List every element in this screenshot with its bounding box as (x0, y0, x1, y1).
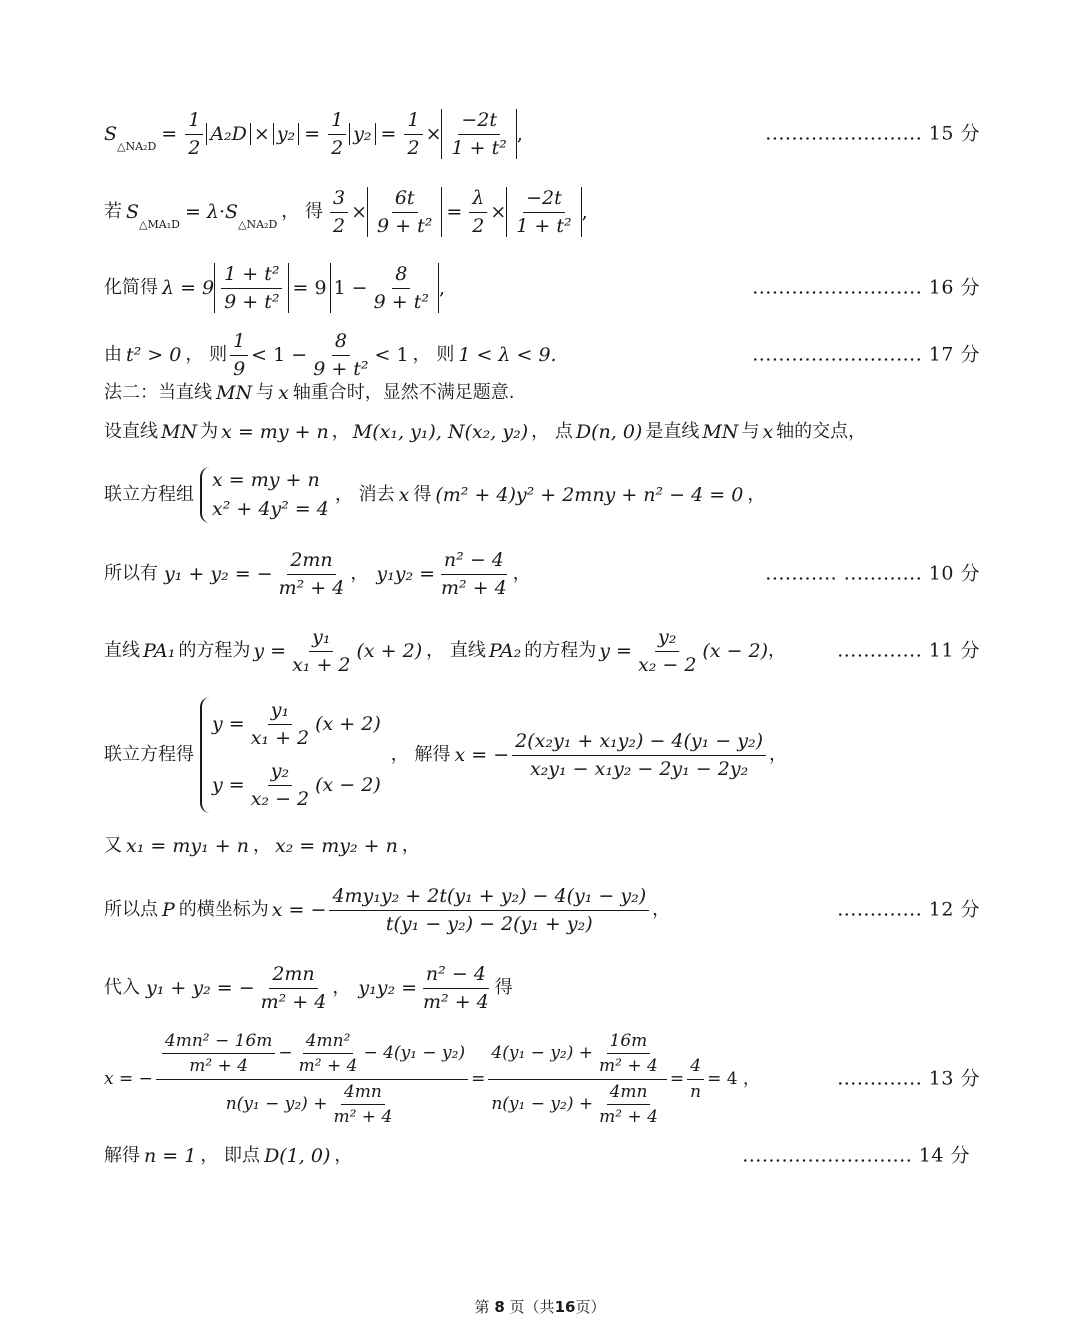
frac-den: x₂ − 2 (637, 653, 697, 676)
frac-den: 2 (407, 136, 420, 159)
frac-den: 9 + t² (224, 290, 280, 313)
frac-num: −2t (523, 187, 565, 213)
frac-den: 1 + t² (516, 214, 572, 237)
math-text: < 1 − (251, 343, 308, 366)
frac-den: 2 (472, 214, 485, 237)
text: 解得 (104, 1145, 140, 1167)
score-value: 11 分 (928, 639, 980, 662)
frac-den: t(y₁ − y₂) − 2(y₁ + y₂) (385, 912, 593, 935)
math-text: PA₂ (488, 639, 522, 662)
equation-line-15 (104, 1142, 970, 1170)
fraction (488, 1031, 667, 1128)
frac-num: 1 (328, 109, 346, 135)
fraction (296, 1031, 361, 1077)
dot-leader: ............. (837, 898, 923, 921)
fraction (248, 760, 312, 811)
text: 的横坐标为 (178, 899, 269, 921)
score-label (752, 277, 980, 300)
page-number: 8 (494, 1298, 505, 1316)
math-text: (x + 2) (315, 713, 381, 736)
text: 联立方程得 (104, 744, 194, 766)
system-row: x² + 4y² = 4 (212, 498, 329, 520)
frac-den: x₁ + 2 (292, 653, 351, 676)
math-text: x₂ = my₂ + n (274, 834, 398, 857)
math-text: , (581, 200, 588, 223)
text: ， (252, 835, 271, 857)
text: 得 (413, 484, 432, 506)
frac-den: m² + 4 (423, 990, 489, 1013)
frac-den: m² + 4 (441, 576, 507, 599)
frac-den: 9 + t² (313, 357, 369, 380)
math-text: x = − (104, 1068, 153, 1089)
frac-den: m² + 4 (333, 1106, 393, 1127)
equation-line-2 (104, 186, 980, 238)
fraction (404, 109, 422, 160)
math-text: S (104, 122, 118, 145)
math-text: x = − (271, 898, 327, 921)
frac-num: 1 (230, 330, 248, 356)
fraction (185, 109, 203, 160)
math-text: MN (161, 420, 198, 443)
fraction (258, 963, 330, 1014)
dot-leader: ........... ............ (765, 562, 923, 585)
text: 所以有 (104, 563, 158, 585)
math-text: P (162, 898, 175, 921)
abs-value (214, 263, 289, 314)
fraction (330, 1082, 395, 1128)
score-value: 12 分 (928, 898, 980, 921)
text: ， 点 (531, 421, 573, 443)
frac-num: n² − 4 (441, 549, 507, 575)
frac-num: 4mn (341, 1082, 385, 1105)
frac-den: 2 (331, 136, 344, 159)
math-text: x = − (454, 743, 510, 766)
frac-den: 1 + t² (451, 136, 507, 159)
math-text: y = (212, 773, 245, 796)
equation-line-8 (104, 548, 980, 600)
score-value: 14 分 (918, 1144, 970, 1167)
footer-text: 第 (474, 1298, 490, 1316)
fraction (420, 963, 492, 1014)
frac-num: y₁ (309, 626, 333, 652)
math-text: y = (599, 639, 632, 662)
math-text: − 4(y₁ − y₂) (363, 1043, 466, 1064)
math-text: λ = 9 (162, 276, 215, 299)
frac-den: m² + 4 (189, 1056, 249, 1077)
text: 的方程为 (524, 640, 597, 662)
math-text: = (304, 122, 321, 145)
equation-line-4 (104, 330, 980, 380)
frac-num: 2mn (269, 963, 317, 989)
fraction (162, 1031, 276, 1077)
frac-num: 6t (392, 187, 418, 213)
frac-den: m² + 4 (599, 1106, 658, 1127)
abs-value (441, 109, 516, 160)
text: ， 则 (412, 344, 455, 366)
equation-line-12 (104, 882, 980, 938)
fraction (371, 263, 432, 314)
equation-line-3 (104, 262, 980, 314)
equation-line-7 (104, 464, 980, 526)
abs-value: y₂ (349, 123, 375, 146)
dot-leader: ........................ (765, 122, 923, 145)
fraction (330, 187, 348, 238)
abs-value: y₂ (273, 123, 299, 146)
equation-line-13 (104, 962, 980, 1014)
math-text: 4(y₁ − y₂) + (491, 1043, 594, 1064)
math-text: , (438, 276, 445, 299)
text: ， 得 (281, 201, 323, 223)
frac-den: x₂y₁ − x₁y₂ − 2y₁ − 2y₂ (529, 757, 749, 780)
score-label (765, 123, 980, 146)
dot-leader: ............. (837, 1067, 923, 1090)
frac-den: m² + 4 (599, 1056, 658, 1077)
math-text: = (669, 1068, 685, 1089)
text: 为 (200, 421, 219, 443)
text: 联立方程组 (104, 484, 194, 506)
math-text: M(x₁, y₁), N(x₂, y₂) (352, 420, 529, 443)
math-text: S (126, 200, 140, 223)
frac-num: 3 (330, 187, 348, 213)
page-footer (0, 1296, 1080, 1317)
math-text: x (762, 420, 774, 443)
fraction (469, 187, 487, 238)
math-text: n(y₁ − y₂) + (491, 1094, 594, 1115)
math-text: n(y₁ − y₂) + (225, 1094, 328, 1115)
equation-line-1 (104, 108, 980, 160)
text: ， 消去 (334, 484, 395, 506)
text: 是直线 (645, 421, 700, 443)
frac-den: m² + 4 (298, 1056, 358, 1077)
math-text: y = (253, 639, 287, 662)
text: 与 (256, 382, 275, 404)
frac-den: 9 (233, 357, 246, 380)
dot-leader: .......................... (752, 343, 923, 366)
dot-leader: ............. (837, 639, 923, 662)
fraction (248, 699, 312, 750)
text: 直线 (104, 640, 140, 662)
text: ， 解得 (390, 744, 451, 766)
text: 轴的交点， (776, 421, 867, 443)
score-value: 10 分 (928, 562, 980, 585)
text: ， (401, 835, 420, 857)
fraction (596, 1031, 661, 1077)
fraction (438, 549, 510, 600)
text: ， (350, 563, 369, 585)
text: ， (768, 640, 787, 662)
frac-num: 2mn (287, 549, 335, 575)
text: ， (512, 563, 531, 585)
text: 的方程为 (178, 640, 251, 662)
frac-num: λ (469, 187, 487, 213)
fraction (374, 187, 435, 238)
math-subscript: △MA₁D (139, 218, 180, 232)
equation-line-9 (104, 625, 980, 677)
math-text: = (471, 1068, 486, 1089)
dot-leader: .......................... (752, 276, 923, 299)
text: 代入 (104, 977, 140, 999)
math-text: = λ·S (184, 200, 238, 223)
score-value: 16 分 (928, 276, 980, 299)
dot-leader: .......................... (742, 1144, 913, 1167)
math-text: D(n, 0) (575, 420, 643, 443)
fraction (276, 549, 348, 600)
math-text: = 9 (292, 276, 327, 299)
math-text: = 4 ， (707, 1068, 760, 1089)
fraction (329, 885, 649, 936)
text: ， (332, 977, 351, 999)
text: ， 直线 (426, 640, 486, 662)
abs-value (367, 187, 442, 238)
frac-num: 4 (687, 1056, 704, 1079)
equation-line-11 (104, 832, 980, 860)
math-text: (x − 2) (702, 639, 769, 662)
math-text: × (425, 122, 442, 145)
text: 若 (104, 201, 122, 223)
math-text: MN (216, 381, 253, 404)
abs-value: A₂D (206, 123, 251, 146)
equation-line-5 (104, 380, 980, 406)
fraction (328, 109, 346, 160)
frac-num: 1 (404, 109, 422, 135)
text: 设直线 (104, 421, 158, 443)
score-label (765, 563, 980, 586)
frac-num: 8 (332, 330, 350, 356)
fraction (687, 1056, 704, 1102)
equation-line-6 (104, 418, 980, 446)
text: ， 则 (185, 344, 228, 366)
text: 与 (741, 421, 760, 443)
frac-den (488, 1080, 667, 1128)
text: 又 (104, 835, 122, 857)
text: 由 (104, 344, 122, 366)
text: 化简得 (104, 277, 158, 299)
math-text: × (253, 122, 270, 145)
text: ， 即点 (200, 1145, 261, 1167)
math-text: × (490, 200, 507, 223)
math-text: x (398, 483, 410, 506)
page-total: 16 (554, 1298, 576, 1316)
math-text: x₁ = my₁ + n (126, 834, 249, 857)
frac-num: 1 + t² (221, 263, 282, 289)
score-value: 17 分 (928, 343, 980, 366)
fraction (635, 626, 699, 677)
fraction (512, 730, 766, 781)
footer-text: 页（共 (509, 1298, 555, 1316)
frac-num: 4my₁y₂ + 2t(y₁ + y₂) − 4(y₁ − y₂) (329, 885, 649, 911)
frac-den: m² + 4 (278, 576, 345, 599)
math-text: , (516, 122, 523, 145)
footer-text: 页） (575, 1298, 606, 1316)
frac-num: −2t (458, 109, 500, 135)
frac-num: 1 (185, 109, 203, 135)
frac-den: 2 (188, 136, 201, 159)
frac-num: 2(x₂y₁ + x₁y₂) − 4(y₁ − y₂) (512, 730, 766, 756)
fraction (448, 109, 509, 160)
frac-den: n (690, 1081, 702, 1102)
equation-system (200, 697, 381, 812)
frac-num: n² − 4 (423, 963, 489, 989)
math-text: y₁ + y₂ = − (164, 562, 273, 585)
math-text: D(1, 0) (264, 1144, 331, 1167)
math-text: t² > 0 (126, 343, 182, 366)
math-text: x = my + n (221, 420, 329, 443)
math-text: = (161, 122, 178, 145)
frac-num (156, 1031, 468, 1080)
abs-value (330, 263, 439, 314)
equation-line-10 (104, 700, 980, 810)
frac-den: 9 + t² (373, 290, 429, 313)
math-text: (x + 2) (356, 639, 423, 662)
score-label (752, 344, 980, 367)
text: 所以点 (104, 899, 158, 921)
fraction (310, 330, 371, 381)
frac-num: y₂ (268, 760, 292, 786)
fraction (289, 626, 353, 677)
text: ， (747, 484, 766, 506)
frac-num: 16m (607, 1031, 651, 1054)
math-text: × (351, 200, 368, 223)
frac-den: 2 (333, 214, 346, 237)
fraction (230, 330, 248, 381)
abs-value (506, 187, 581, 238)
frac-num: 4mn² − 16m (162, 1031, 276, 1054)
math-text: y₁y₂ = (376, 562, 436, 585)
math-text: y₁y₂ = (358, 976, 418, 999)
math-text: 1 − (333, 276, 368, 299)
frac-num: 8 (392, 263, 410, 289)
frac-num: 4mn (607, 1082, 651, 1105)
fraction (156, 1031, 468, 1128)
math-text: x (278, 381, 289, 404)
frac-num: y₁ (268, 699, 292, 725)
score-label (837, 1068, 980, 1091)
frac-num (488, 1031, 666, 1080)
math-text: (x − 2) (315, 773, 381, 796)
math-text: = (446, 200, 463, 223)
system-row (212, 760, 381, 811)
frac-den (223, 1080, 402, 1128)
equation-system (200, 467, 329, 523)
fraction (221, 263, 282, 314)
text: ， (769, 744, 788, 766)
text: 得 (494, 977, 513, 999)
score-value: 15 分 (928, 122, 980, 145)
system-row: x = my + n (212, 469, 320, 492)
math-text: − (278, 1043, 293, 1064)
equation-line-14 (104, 1030, 980, 1128)
text: ， (334, 1145, 353, 1167)
text: ， (331, 421, 350, 443)
math-text: (m² + 4)y² + 2mny + n² − 4 = 0 (435, 483, 744, 506)
system-row (212, 699, 381, 750)
math-text: = (380, 122, 397, 145)
frac-den: x₁ + 2 (250, 727, 310, 750)
frac-den: x₂ − 2 (250, 787, 310, 810)
frac-den: 9 + t² (377, 214, 433, 237)
math-subscript: △NA₂D (117, 140, 157, 154)
math-text: 1 < λ < 9. (458, 343, 557, 366)
text: 法二：当直线 (104, 382, 212, 404)
score-value: 13 分 (928, 1067, 980, 1090)
fraction (513, 187, 574, 238)
math-text: MN (702, 420, 739, 443)
frac-den: m² + 4 (260, 990, 327, 1013)
math-text: < 1 (374, 343, 409, 366)
frac-num: 4mn² (303, 1031, 354, 1054)
math-text: y = (212, 713, 245, 736)
frac-num: y₂ (655, 626, 679, 652)
score-label (742, 1145, 970, 1168)
math-text: PA₁ (143, 639, 176, 662)
fraction (596, 1082, 661, 1128)
math-text: y₁ + y₂ = − (146, 976, 255, 999)
text: ， (652, 899, 671, 921)
math-text: n = 1 (144, 1144, 197, 1167)
score-label (837, 640, 980, 663)
score-label (837, 899, 980, 922)
math-subscript: △NA₂D (238, 218, 278, 232)
text: 轴重合时，显然不满足题意. (292, 382, 515, 404)
